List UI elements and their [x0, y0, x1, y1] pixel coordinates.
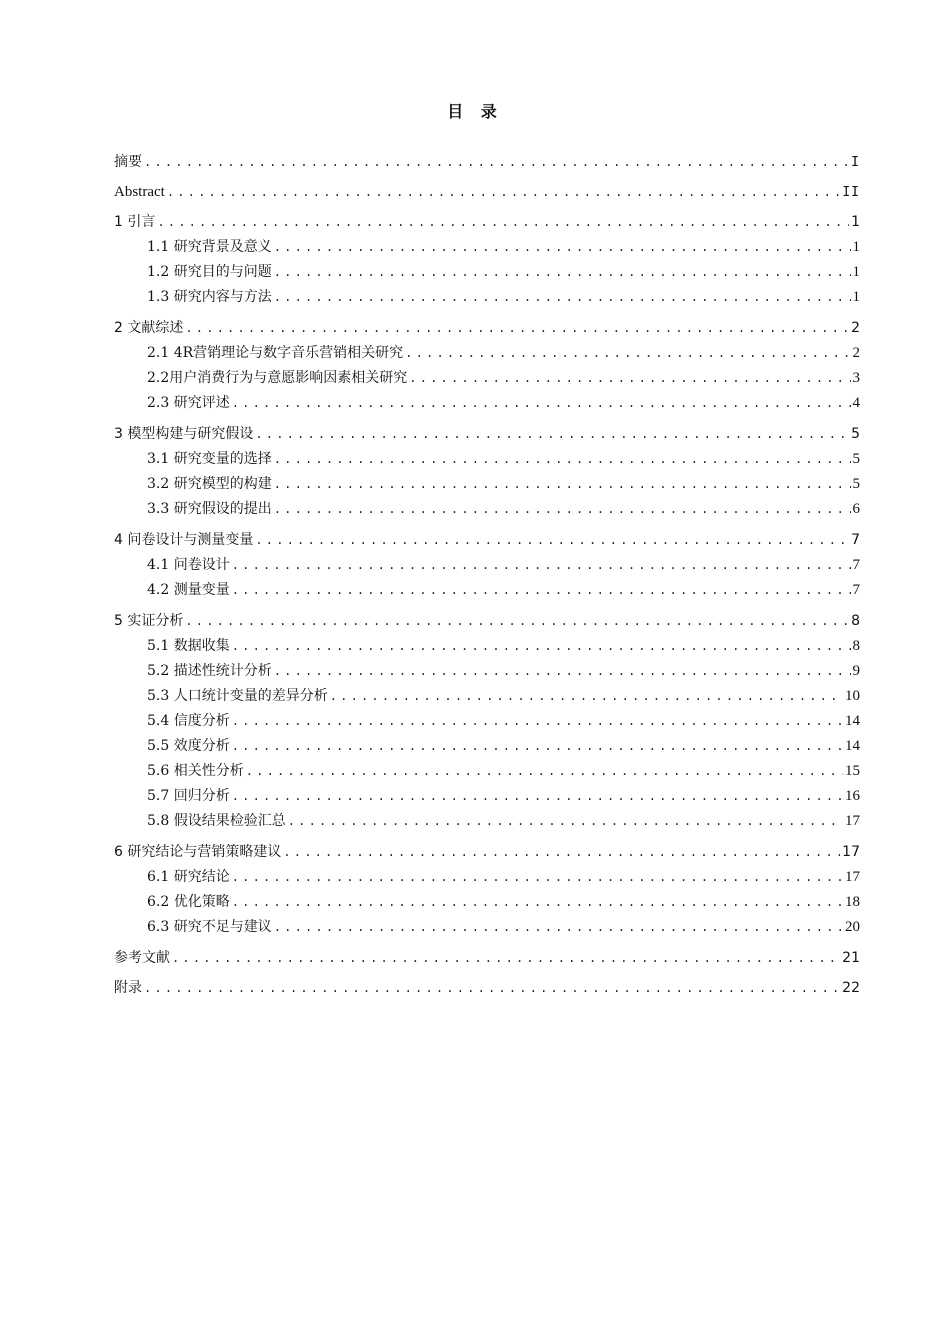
toc-leader-dots — [232, 784, 843, 809]
toc-leader-dots — [283, 837, 840, 867]
toc-leader-dots — [274, 659, 851, 684]
toc-entry[interactable] — [114, 809, 860, 834]
toc-entry-label: 6 研究结论与营销策略建议 — [114, 844, 282, 860]
toc-entry-page: 1 — [851, 214, 860, 230]
toc-entry[interactable] — [114, 659, 860, 684]
toc-entry-page: 17 — [845, 869, 860, 885]
toc-leader-dots — [144, 973, 840, 1003]
toc-leader-dots — [185, 606, 849, 636]
toc-entry[interactable] — [114, 447, 860, 472]
toc-leader-dots — [288, 809, 843, 834]
toc-entry[interactable] — [114, 606, 860, 636]
toc-entry-label: 5.3 人口统计变量的差异分析 — [147, 688, 328, 704]
toc-entry[interactable] — [114, 759, 860, 784]
toc-leader-dots — [274, 915, 843, 940]
table-of-contents — [114, 147, 860, 1003]
toc-entry-page: 8 — [852, 638, 860, 654]
toc-entry-label: 5.6 相关性分析 — [147, 763, 244, 779]
toc-leader-dots — [232, 634, 851, 659]
toc-entry-page: 1 — [852, 264, 860, 280]
toc-entry-page: 18 — [845, 894, 860, 910]
toc-entry[interactable] — [114, 915, 860, 940]
toc-entry-page: 17 — [845, 813, 860, 829]
toc-entry-page: 2 — [851, 320, 860, 336]
toc-entry[interactable] — [114, 973, 860, 1003]
toc-entry[interactable] — [114, 525, 860, 555]
toc-entry-label: 1 引言 — [114, 214, 156, 230]
toc-title: 目 录 — [447, 102, 503, 121]
toc-entry-page: 14 — [845, 713, 860, 729]
toc-entry-label: 4.1 问卷设计 — [147, 557, 230, 573]
toc-entry-page: 4 — [852, 395, 860, 411]
toc-entry-label: 6.1 研究结论 — [147, 869, 230, 885]
toc-leader-dots — [167, 177, 841, 207]
toc-entry-page: 1 — [852, 289, 860, 305]
toc-leader-dots — [232, 890, 843, 915]
toc-entry-label: 3.3 研究假设的提出 — [147, 501, 272, 517]
toc-leader-dots — [157, 207, 849, 237]
toc-leader-dots — [274, 447, 851, 472]
toc-entry-page: 21 — [842, 950, 860, 966]
toc-leader-dots — [232, 553, 851, 578]
toc-leader-dots — [274, 285, 851, 310]
toc-leader-dots — [232, 865, 843, 890]
toc-entry[interactable] — [114, 578, 860, 603]
toc-entry[interactable] — [114, 784, 860, 809]
toc-entry-page: 5 — [852, 476, 860, 492]
toc-entry-page: 7 — [851, 532, 860, 548]
toc-entry[interactable] — [114, 285, 860, 310]
toc-entry[interactable] — [114, 553, 860, 578]
toc-entry-label: 5.8 假设结果检验汇总 — [147, 813, 286, 829]
toc-entry-page: 10 — [845, 688, 860, 704]
toc-entry-label: 5.4 信度分析 — [147, 713, 230, 729]
toc-entry[interactable] — [114, 235, 860, 260]
toc-entry-label: 3.2 研究模型的构建 — [147, 476, 272, 492]
toc-entry-label: 附录 — [114, 980, 142, 996]
toc-entry-page: 20 — [845, 919, 860, 935]
toc-entry-label: 3.1 研究变量的选择 — [147, 451, 272, 467]
toc-entry-page: I — [851, 155, 860, 170]
toc-entry-page: 15 — [845, 763, 860, 779]
toc-leader-dots — [274, 235, 851, 260]
toc-entry-label: 2.3 研究评述 — [147, 395, 230, 411]
toc-entry-page: II — [842, 185, 860, 200]
toc-entry[interactable] — [114, 313, 860, 343]
toc-entry-label: 1.3 研究内容与方法 — [147, 289, 272, 305]
toc-leader-dots — [274, 497, 851, 522]
toc-entry[interactable] — [114, 497, 860, 522]
toc-entry[interactable] — [114, 177, 860, 207]
toc-entry-page: 6 — [852, 501, 860, 517]
toc-leader-dots — [246, 759, 843, 784]
toc-entry[interactable] — [114, 207, 860, 237]
toc-entry[interactable] — [114, 709, 860, 734]
toc-entry[interactable] — [114, 472, 860, 497]
toc-entry-label: 3 模型构建与研究假设 — [114, 426, 254, 442]
toc-entry-page: 17 — [842, 844, 860, 860]
toc-leader-dots — [255, 525, 849, 555]
toc-entry-label: 5.7 回归分析 — [147, 788, 230, 804]
toc-entry[interactable] — [114, 890, 860, 915]
toc-entry[interactable] — [114, 837, 860, 867]
toc-entry-label: 5 实证分析 — [114, 613, 184, 629]
toc-entry-label: 5.5 效度分析 — [147, 738, 230, 754]
toc-entry[interactable] — [114, 684, 860, 709]
toc-entry-page: 1 — [852, 239, 860, 255]
toc-entry-label: 2.1 4R营销理论与数字音乐营销相关研究 — [147, 345, 404, 361]
toc-entry[interactable] — [114, 391, 860, 416]
toc-entry-page: 14 — [845, 738, 860, 754]
toc-leader-dots — [232, 734, 843, 759]
toc-entry-label: 摘要 — [114, 154, 142, 170]
toc-entry-page: 5 — [852, 451, 860, 467]
toc-leader-dots — [232, 578, 851, 603]
toc-entry[interactable] — [114, 341, 860, 366]
toc-entry-page: 16 — [845, 788, 860, 804]
toc-entry-page: 9 — [852, 663, 860, 679]
toc-entry-label: 2.2用户消费行为与意愿影响因素相关研究 — [147, 370, 408, 386]
toc-leader-dots — [274, 260, 851, 285]
toc-leader-dots — [405, 341, 850, 366]
toc-entry-label: 6.2 优化策略 — [147, 894, 230, 910]
toc-entry-page: 7 — [852, 557, 860, 573]
toc-entry-label: 1.2 研究目的与问题 — [147, 264, 272, 280]
toc-entry-label: 2 文献综述 — [114, 320, 184, 336]
toc-entry-label: Abstract — [114, 184, 165, 200]
toc-entry[interactable] — [114, 943, 860, 973]
toc-entry-page: 7 — [852, 582, 860, 598]
toc-entry-label: 4 问卷设计与测量变量 — [114, 532, 254, 548]
toc-entry[interactable] — [114, 734, 860, 759]
toc-leader-dots — [409, 366, 850, 391]
toc-leader-dots — [232, 391, 851, 416]
toc-leader-dots — [232, 709, 843, 734]
toc-entry[interactable] — [114, 419, 860, 449]
toc-entry-label: 6.3 研究不足与建议 — [147, 919, 272, 935]
toc-leader-dots — [185, 313, 849, 343]
toc-entry[interactable] — [114, 147, 860, 177]
toc-entry[interactable] — [114, 865, 860, 890]
toc-leader-dots — [274, 472, 851, 497]
toc-leader-dots — [330, 684, 843, 709]
toc-entry-label: 4.2 测量变量 — [147, 582, 230, 598]
toc-entry-label: 5.1 数据收集 — [147, 638, 230, 654]
toc-entry-page: 8 — [851, 613, 860, 629]
toc-entry[interactable] — [114, 634, 860, 659]
toc-entry-page: 5 — [851, 426, 860, 442]
toc-entry-page: 22 — [842, 980, 860, 996]
toc-leader-dots — [172, 943, 840, 973]
toc-entry-label: 5.2 描述性统计分析 — [147, 663, 272, 679]
toc-entry-label: 1.1 研究背景及意义 — [147, 239, 272, 255]
toc-entry-label: 参考文献 — [114, 950, 170, 966]
toc-entry-page: 2 — [852, 345, 860, 361]
toc-entry-page: 3 — [852, 370, 860, 386]
toc-entry[interactable] — [114, 366, 860, 391]
toc-entry[interactable] — [114, 260, 860, 285]
toc-leader-dots — [144, 147, 849, 177]
toc-leader-dots — [255, 419, 849, 449]
